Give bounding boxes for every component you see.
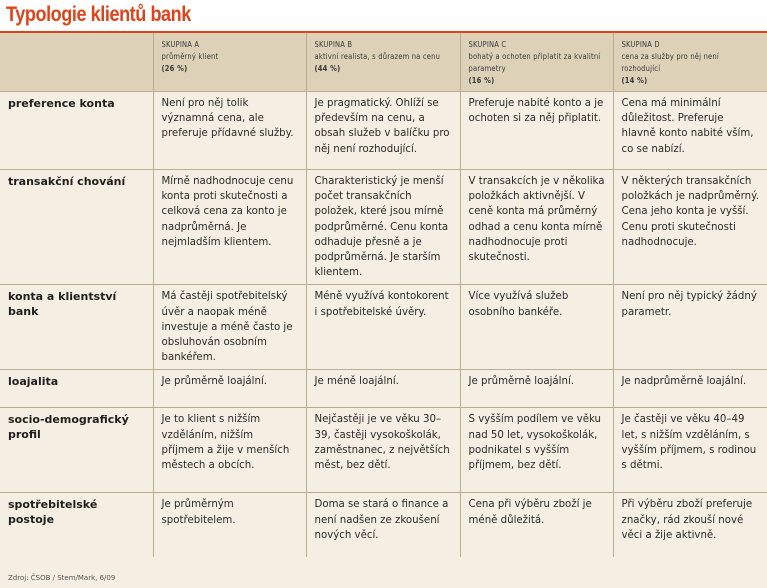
group-name: SKUPINA C xyxy=(468,40,507,49)
header-group-a xyxy=(153,33,306,92)
group-name: SKUPINA B xyxy=(314,40,353,49)
table-cell: Je méně loajální. xyxy=(306,370,460,408)
header-group-b xyxy=(306,33,460,92)
table-cell: Je častěji ve věku 40–49 let, s nižším vzděláním, s vyšším příjmem, s rodinou s dětmi. xyxy=(613,408,767,493)
header-corner xyxy=(0,33,153,92)
table-row xyxy=(0,493,767,557)
table-cell: Charakteristický je menší počet transakčních položek, které jsou mírně podprůměrné. Cenu konta odhaduje přesně a je podprůměrná. Je starším klientem. xyxy=(306,170,460,285)
group-pct: (14 %) xyxy=(621,76,648,85)
group-pct: (26 %) xyxy=(161,64,188,73)
table-row xyxy=(0,408,767,493)
table-cell: Mírně nadhodnocuje cenu konta proti skutečnosti a celková cena za konto je nadprůměrná. Je nejmladším klientem. xyxy=(153,170,306,285)
table-row xyxy=(0,92,767,170)
table-cell: Je průměrným spotřebitelem. xyxy=(153,493,306,557)
typology-table-area xyxy=(0,33,767,588)
table-cell: Je průměrně loajální. xyxy=(460,370,613,408)
table-cell: Je to klient s nižším vzděláním, nižším příjmem a žije v menších městech a obcích. xyxy=(153,408,306,493)
table-row xyxy=(0,370,767,408)
source-note: Zdroj: ČSOB / Stem/Mark, 6/09 xyxy=(8,574,116,582)
table-row xyxy=(0,170,767,285)
header-row xyxy=(0,33,767,92)
group-pct: (44 %) xyxy=(314,64,341,73)
table-cell: Není pro něj tolik významná cena, ale preferuje přídavné služby. xyxy=(153,92,306,170)
table-cell: Při výběru zboží preferuje značky, rád zkouší nové věci a žije aktivně. xyxy=(613,493,767,557)
table-cell: Je pragmatický. Ohlíží se především na cenu, a obsah služeb v balíčku pro něj není rozhodující. xyxy=(306,92,460,170)
group-pct: (16 %) xyxy=(468,76,495,85)
row-label: konta a klientství bank xyxy=(0,285,153,370)
group-desc: průměrný klient xyxy=(161,52,219,61)
table-cell: Nejčastěji je ve věku 30–39, častěji vysokoškolák, zaměstnanec, z největších měst, bez dětí. xyxy=(306,408,460,493)
row-label: loajalita xyxy=(0,370,153,408)
table-cell: Má častěji spotřebitelský úvěr a naopak méně investuje a méně často je obsluhován osobním bankéřem. xyxy=(153,285,306,370)
table-cell: Doma se stará o finance a není nadšen ze zkoušení nových věcí. xyxy=(306,493,460,557)
table-cell: Preferuje nabité konto a je ochoten si za něj připlatit. xyxy=(460,92,613,170)
table-cell: V některých transakčních položkách je nadprůměrný. Cena jeho konta je vyšší. Cenu proti skutečnosti nadhodnocuje. xyxy=(613,170,767,285)
row-label: transakční chování xyxy=(0,170,153,285)
group-name: SKUPINA A xyxy=(161,40,200,49)
table-cell: V transakcích je v několika položkách aktivnější. V ceně konta má průměrný odhad a cenu konta mírně nadhodnocuje proti skutečnosti. xyxy=(460,170,613,285)
row-label: preference konta xyxy=(0,92,153,170)
page-title: Typologie klientů bank xyxy=(6,3,191,26)
group-desc: cena za služby pro něj není rozhodující xyxy=(621,52,719,73)
header-group-d xyxy=(613,33,767,92)
group-desc: bohatý a ochoten připlatit za kvalitní parametry xyxy=(468,52,601,73)
row-label: socio-demografický profil xyxy=(0,408,153,493)
table-row xyxy=(0,285,767,370)
table-cell: Je nadprůměrně loajální. xyxy=(613,370,767,408)
table-cell: Je průměrně loajální. xyxy=(153,370,306,408)
typology-table xyxy=(0,33,767,557)
group-name: SKUPINA D xyxy=(621,40,660,49)
row-label: spotřebitelské postoje xyxy=(0,493,153,557)
table-cell: Cena při výběru zboží je méně důležitá. xyxy=(460,493,613,557)
table-cell: Méně využívá kontokorent i spotřebitelské úvěry. xyxy=(306,285,460,370)
table-cell: Cena má minimální důležitost. Preferuje hlavně konto nabité vším, co se nabízí. xyxy=(613,92,767,170)
table-cell: S vyšším podílem ve věku nad 50 let, vysokoškolák, podnikatel s vyšším příjmem, bez dětí. xyxy=(460,408,613,493)
table-cell: Není pro něj typický žádný parametr. xyxy=(613,285,767,370)
group-desc: aktivní realista, s důrazem na cenu xyxy=(314,52,441,61)
table-cell: Více využívá služeb osobního bankéře. xyxy=(460,285,613,370)
header-group-c xyxy=(460,33,613,92)
